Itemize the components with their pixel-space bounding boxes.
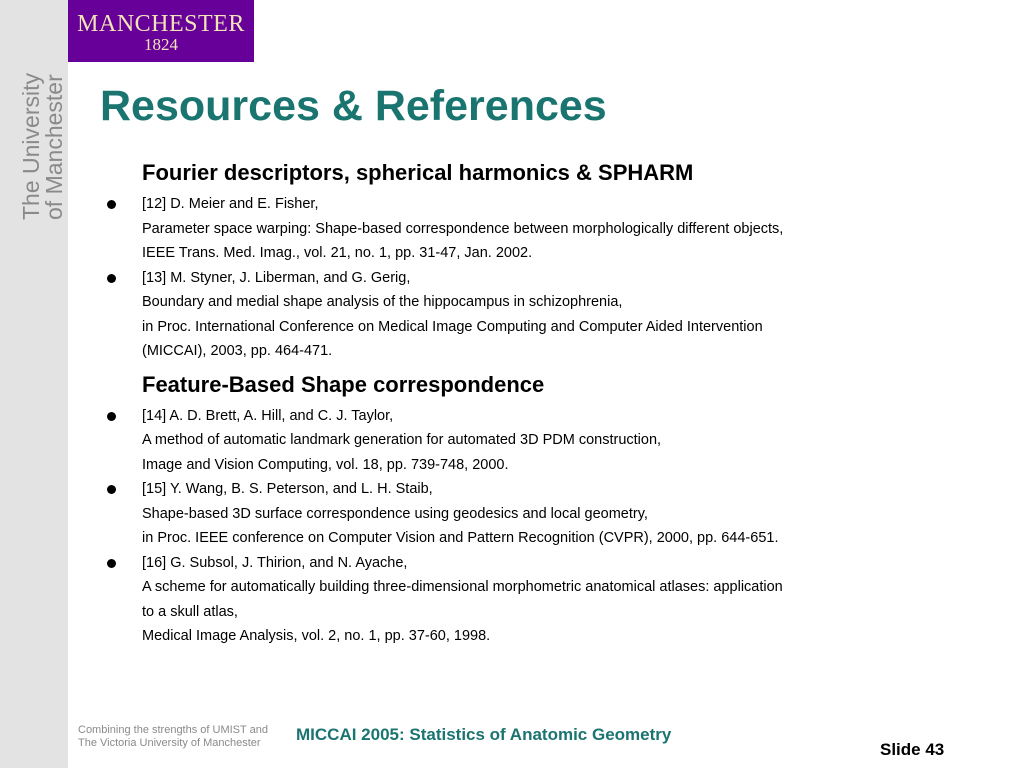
reference-line: Image and Vision Computing, vol. 18, pp. 739-748, 2000. <box>142 456 509 473</box>
reference-authors: [13] M. Styner, J. Liberman, and G. Gerig, <box>142 269 411 286</box>
manchester-logo <box>68 0 254 62</box>
slide-number: Slide 43 <box>880 740 945 759</box>
footer-left <box>78 724 268 750</box>
university-line-1: The University <box>18 73 44 220</box>
university-vertical-text <box>20 73 66 220</box>
bullet-icon <box>107 559 116 568</box>
slide-title: Resources & References <box>100 82 607 130</box>
reference-authors: [16] G. Subsol, J. Thirion, and N. Ayache, <box>142 554 408 571</box>
reference-line: Medical Image Analysis, vol. 2, no. 1, pp. 37-60, 1998. <box>142 628 491 644</box>
bullet-icon <box>107 274 116 283</box>
section-heading: Feature-Based Shape correspondence <box>142 371 545 397</box>
reference-line: Parameter space warping: Shape-based correspondence between morphologically different objects, <box>142 220 784 237</box>
reference-line: to a skull atlas, <box>142 603 238 620</box>
logo-wordmark: MANCHESTER <box>77 11 245 37</box>
reference-line: A method of automatic landmark generation for automated 3D PDM construction, <box>142 432 662 448</box>
footer-left-line-1: Combining the strengths of UMIST and <box>78 724 268 736</box>
reference-authors: [12] D. Meier and E. Fisher, <box>142 196 319 212</box>
bullet-icon <box>107 200 116 209</box>
reference-line: in Proc. International Conference on Medical Image Computing and Computer Aided Intervention <box>142 318 763 335</box>
reference-line: Boundary and medial shape analysis of the hippocampus in schizophrenia, <box>142 294 623 310</box>
reference-authors: [14] A. D. Brett, A. Hill, and C. J. Taylor, <box>142 407 394 424</box>
university-line-2: of Manchester <box>41 74 67 220</box>
logo-year: 1824 <box>144 35 178 54</box>
footer-left-line-2: The Victoria University of Manchester <box>78 737 261 749</box>
reference-line: Shape-based 3D surface correspondence using geodesics and local geometry, <box>142 505 648 522</box>
sidebar-strip <box>0 0 68 768</box>
reference-line: A scheme for automatically building three-dimensional morphometric anatomical atlases: application <box>142 579 783 595</box>
reference-line: in Proc. IEEE conference on Computer Vision and Pattern Recognition (CVPR), 2000, pp. 644-651. <box>142 530 779 546</box>
reference-line: (MICCAI), 2003, pp. 464-471. <box>142 343 333 359</box>
footer-conference-title: MICCAI 2005: Statistics of Anatomic Geometry <box>296 725 672 744</box>
bullet-icon <box>107 485 116 494</box>
reference-authors: [15] Y. Wang, B. S. Peterson, and L. H. Staib, <box>142 481 433 497</box>
reference-line: IEEE Trans. Med. Imag., vol. 21, no. 1, pp. 31-47, Jan. 2002. <box>142 245 533 261</box>
bullet-icon <box>107 412 116 421</box>
section-heading: Fourier descriptors, spherical harmonics & SPHARM <box>142 160 694 185</box>
